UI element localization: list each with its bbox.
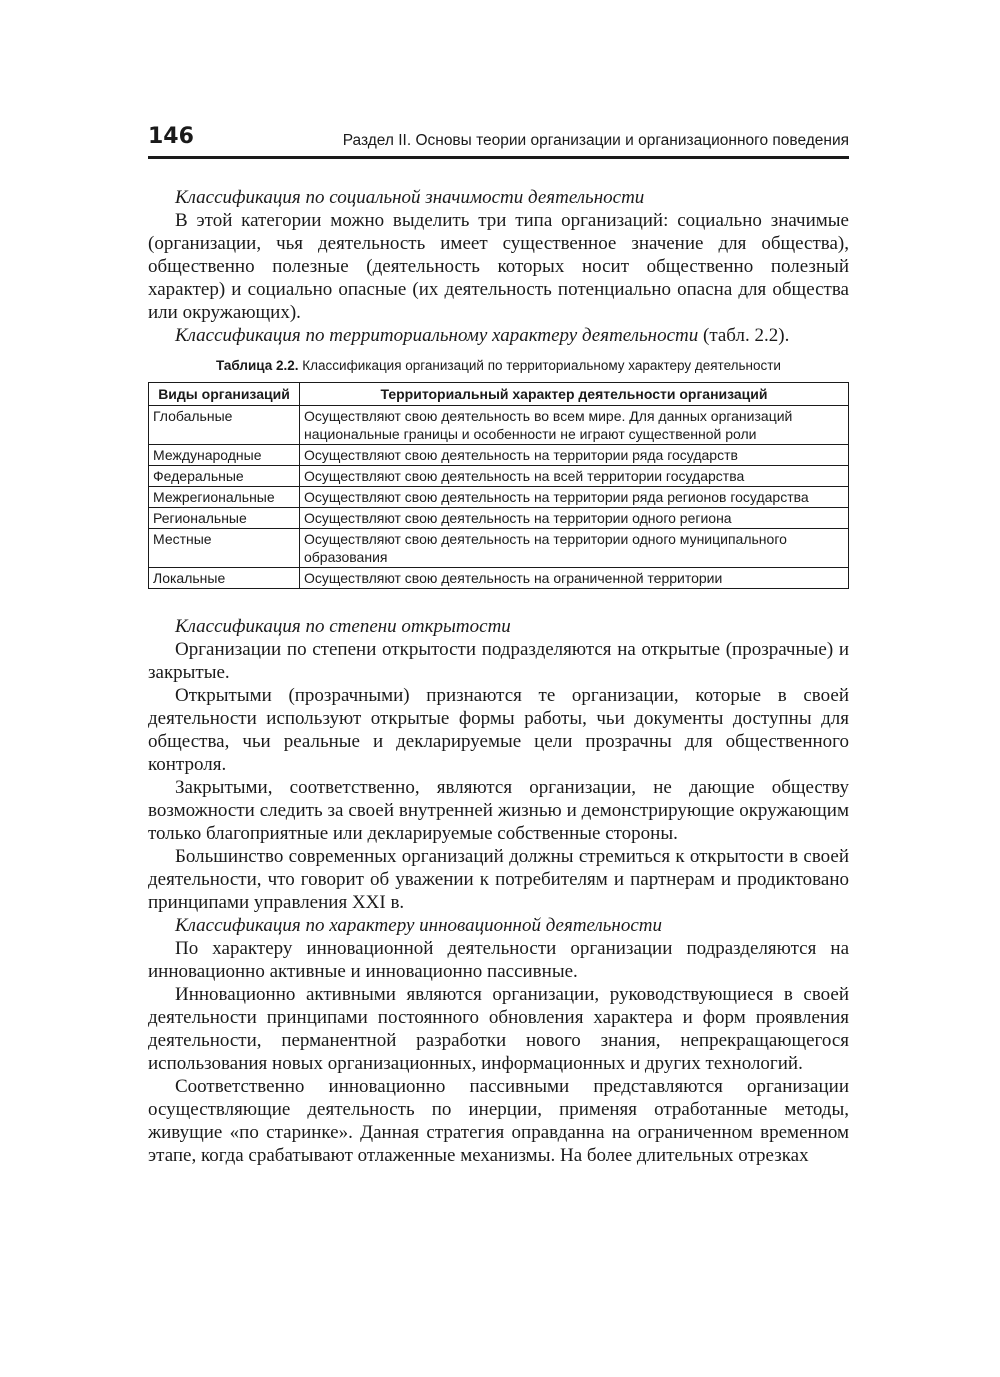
org-type-cell: Местные	[149, 529, 300, 568]
description-cell: Осуществляют свою деятельность на всей территории государства	[300, 466, 849, 487]
column-header-character: Территориальный характер деятельности организаций	[300, 383, 849, 406]
table-caption-label: Таблица 2.2.	[216, 358, 299, 373]
description-cell: Осуществляют свою деятельность во всем мире. Для данных организаций национальные границы и особенности не играют существенной роли	[300, 406, 849, 445]
paragraph-innovation-1: По характеру инновационной деятельности организации подразделяются на инновационно активные и инновационно пассивные.	[148, 938, 849, 982]
table-row	[149, 529, 849, 568]
table-row	[149, 445, 849, 466]
org-type-cell: Международные	[149, 445, 300, 466]
org-type-cell: Глобальные	[149, 406, 300, 445]
page-header	[148, 126, 849, 159]
description-cell: Осуществляют свою деятельность на территории одного региона	[300, 508, 849, 529]
table-row	[149, 508, 849, 529]
table-row	[149, 466, 849, 487]
org-type-cell: Федеральные	[149, 466, 300, 487]
page-number: 146	[148, 124, 194, 149]
territorial-heading-italic: Классификация по территориальному характеру деятельности	[175, 325, 699, 346]
description-cell: Осуществляют свою деятельность на территории ряда государств	[300, 445, 849, 466]
paragraph-social: В этой категории можно выделить три типа организаций: социально значимые (организации, чья деятельность имеет существенное значение для общества), общественно полезные (деятельность которых носит общественно полезный характер) и социально опасные (их деятельность потенциально опасна для общества или окружающих).	[148, 210, 849, 323]
paragraph-openness-4: Большинство современных организаций должны стремиться к открытости в своей деятельности, что говорит об уважении к потребителям и партнерам и продиктовано принципами управления XXI в.	[148, 846, 849, 913]
org-type-cell: Локальные	[149, 568, 300, 589]
column-header-types: Виды организаций	[149, 383, 300, 406]
running-title: Раздел II. Основы теории организации и организационного поведения	[342, 132, 849, 149]
table-caption	[148, 357, 849, 374]
table-row	[149, 406, 849, 445]
table-reference: (табл. 2.2).	[698, 325, 790, 346]
paragraph-openness-3: Закрытыми, соответственно, являются организации, не дающие обществу возможности следить за своей внутренней жизнью и демонстрирующие окружающим только благоприятные или декларируемые собственные стороны.	[148, 777, 849, 844]
classification-table	[148, 382, 849, 589]
paragraph-openness-2: Открытыми (прозрачными) признаются те организации, которые в своей деятельности используют открытые формы работы, чьи документы доступны для общества, чьи реальные и декларируемые цели прозрачны для общественного контроля.	[148, 685, 849, 775]
section-heading-innovation: Классификация по характеру инновационной деятельности	[175, 915, 663, 936]
org-type-cell: Межрегиональные	[149, 487, 300, 508]
description-cell: Осуществляют свою деятельность на территории одного муниципального образования	[300, 529, 849, 568]
paragraph-openness-1: Организации по степени открытости подразделяются на открытые (прозрачные) и закрытые.	[148, 639, 849, 683]
page-body	[148, 186, 849, 1167]
table-row	[149, 487, 849, 508]
section-heading-territorial	[148, 324, 849, 347]
paragraph-innovation-2: Инновационно активными являются организации, руководствующиеся в своей деятельности принципами постоянного обновления характера и форм проявления деятельности, перманентной разработки нового знания, непрекращающегося использования новых организационных, информационных и других технологий.	[148, 984, 849, 1074]
section-heading-social: Классификация по социальной значимости деятельности	[175, 187, 645, 208]
paragraph-innovation-3: Соответственно инновационно пассивными представляются организации осуществляющие деятельность по инерции, применяя отработанные методы, живущие «по старинке». Данная стратегия оправданна на ограниченном временном этапе, когда срабатывают отлаженные механизмы. На более длительных отрезках	[148, 1076, 849, 1166]
table-header-row	[149, 383, 849, 406]
description-cell: Осуществляют свою деятельность на ограниченной территории	[300, 568, 849, 589]
description-cell: Осуществляют свою деятельность на территории ряда регионов государства	[300, 487, 849, 508]
table-row	[149, 568, 849, 589]
section-heading-openness: Классификация по степени открытости	[175, 616, 511, 637]
table-caption-text: Классификация организаций по территориальному характеру деятельности	[298, 358, 781, 373]
org-type-cell: Региональные	[149, 508, 300, 529]
